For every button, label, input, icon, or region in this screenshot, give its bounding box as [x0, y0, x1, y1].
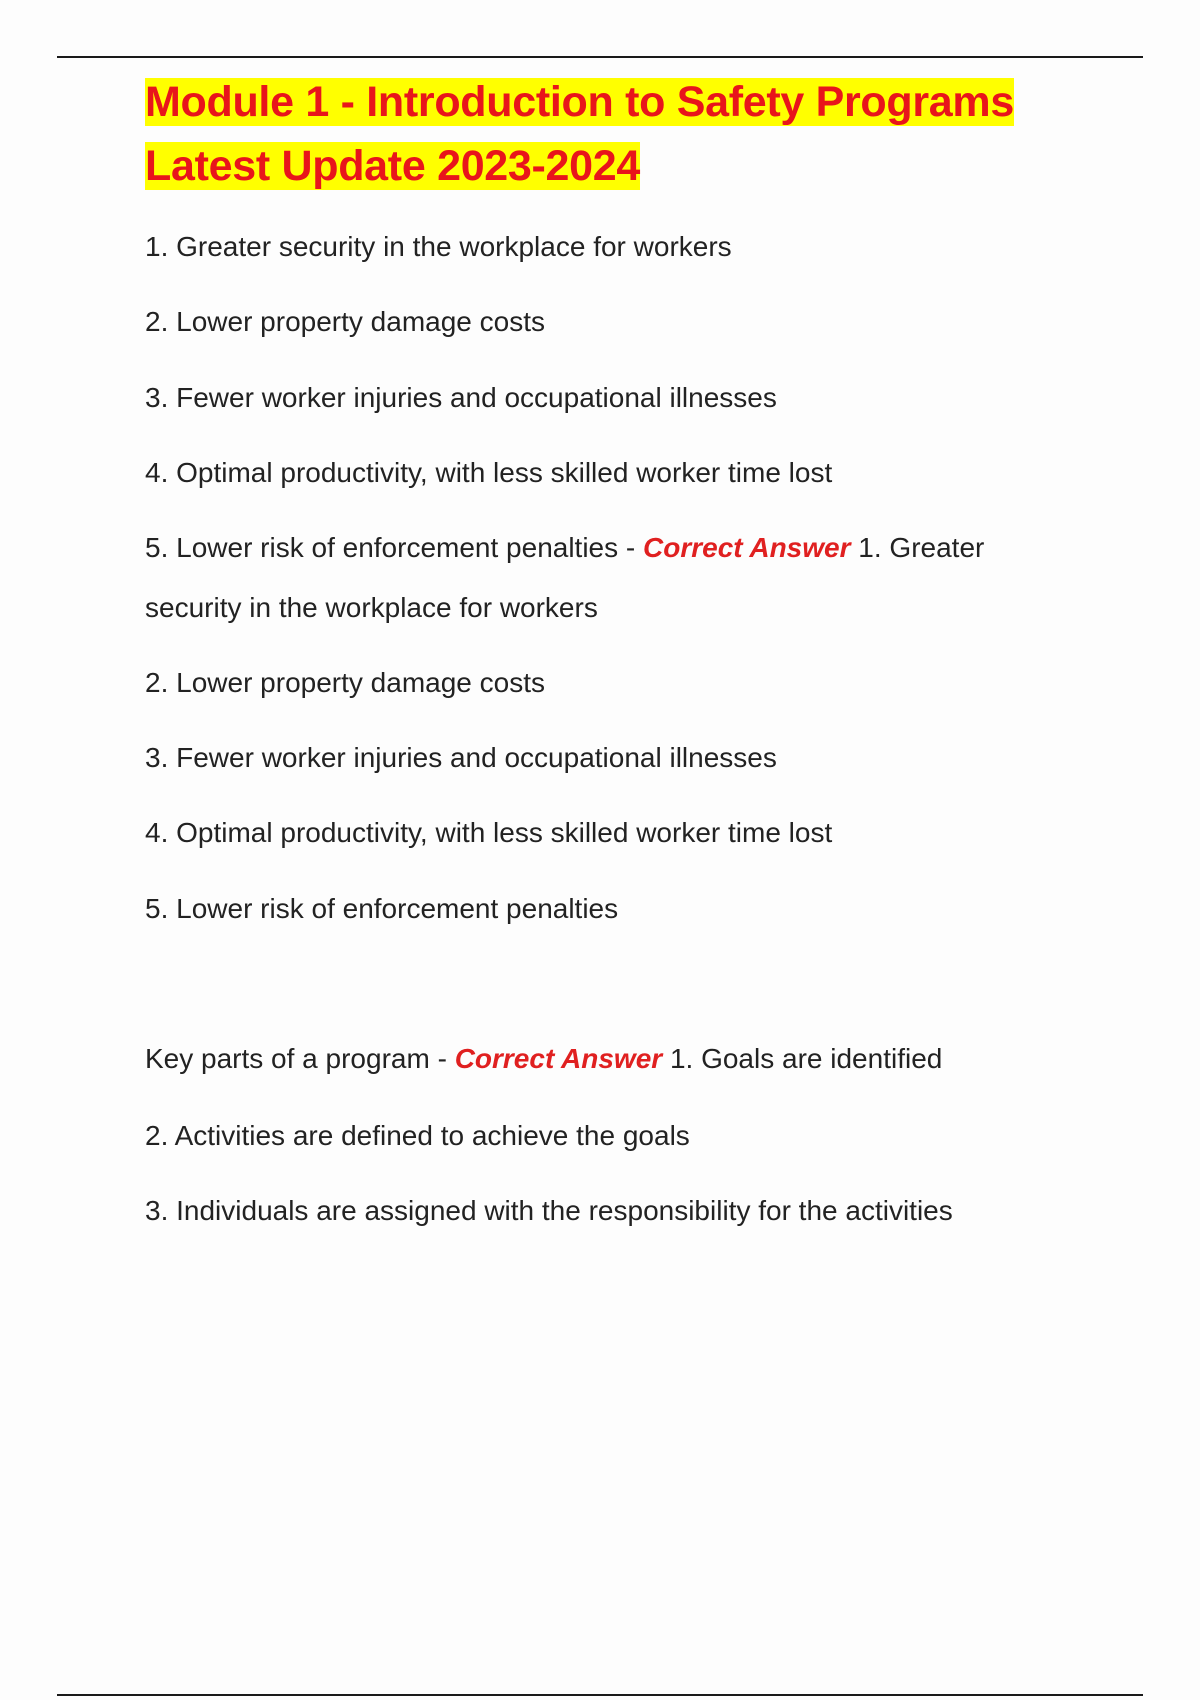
- q2-prompt: Key parts of a program -: [145, 1043, 455, 1074]
- title-line-1: Module 1 - Introduction to Safety Programs: [145, 78, 1014, 126]
- q1-answer-continuation: security in the workplace for workers: [145, 592, 598, 623]
- q1-item-2: 2. Lower property damage costs: [145, 306, 545, 337]
- title-line-2: Latest Update 2023-2024: [145, 142, 641, 190]
- q1-item-4: 4. Optimal productivity, with less skilled worker time lost: [145, 457, 833, 488]
- q1-answer-item-2: 2. Lower property damage costs: [145, 667, 545, 698]
- q2-prompt-line: [145, 1042, 942, 1076]
- correct-answer-label: Correct Answer: [454, 1043, 663, 1074]
- q1-answer-line: [145, 531, 984, 565]
- q1-answer-start: 1. Greater: [850, 532, 985, 563]
- q1-answer-item-3: 3. Fewer worker injuries and occupational illnesses: [145, 742, 777, 773]
- q2-answer-item-3: 3. Individuals are assigned with the responsibility for the activities: [145, 1195, 953, 1226]
- page-title: [145, 70, 1095, 198]
- q1-answer-item-4: 4. Optimal productivity, with less skilled worker time lost: [145, 817, 833, 848]
- q1-answer-item-5: 5. Lower risk of enforcement penalties: [145, 893, 619, 924]
- q2-answer-item-1: 1. Goals are identified: [662, 1043, 943, 1074]
- q1-item-5-prefix: 5. Lower risk of enforcement penalties -: [145, 532, 644, 563]
- title-block: [145, 70, 1095, 198]
- top-rule: [57, 56, 1143, 58]
- q1-item-1: 1. Greater security in the workplace for workers: [145, 231, 732, 262]
- bottom-rule: [57, 1694, 1143, 1696]
- correct-answer-label: Correct Answer: [643, 532, 851, 563]
- q1-item-3: 3. Fewer worker injuries and occupational illnesses: [145, 382, 777, 413]
- q2-answer-item-2: 2. Activities are defined to achieve the goals: [145, 1120, 690, 1151]
